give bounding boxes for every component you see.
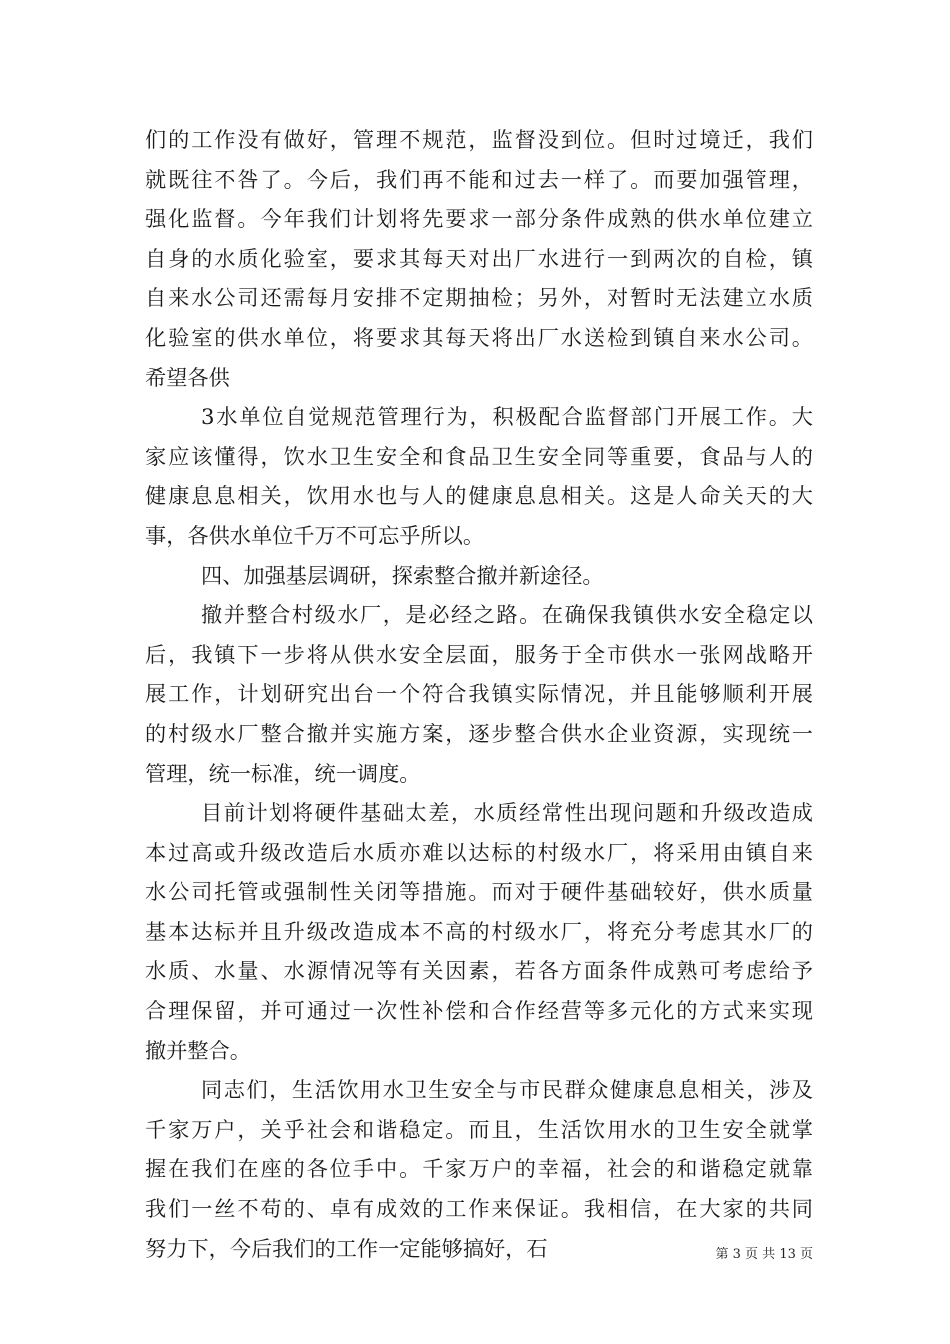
paragraph-start-line: 同志们，生活饮用水卫生安全与市民群众健康息息相关，涉及 (201, 1077, 813, 1103)
section-heading: 四、加强基层调研，探索整合撤并新途径。 (201, 562, 604, 588)
text-line: 后，我镇下一步将从供水安全层面，服务于全市供水一张网战略开 (145, 641, 813, 667)
body-text (145, 120, 813, 1268)
text-line: 展工作，计划研究出台一个符合我镇实际情况，并且能够顺利开展 (145, 681, 813, 707)
text-line: 强化监督。今年我们计划将先要求一部分条件成熟的供水单位建立 (145, 206, 813, 232)
paragraph-start-line: 3水单位自觉规范管理行为，积极配合监督部门开展工作。大 (201, 404, 813, 430)
text-line: 希望各供 (145, 364, 230, 390)
text-line: 管理，统一标准，统一调度。 (145, 760, 421, 786)
paragraph-start-line: 目前计划将硬件基础太差，水质经常性出现问题和升级改造成 (201, 800, 813, 826)
text-line: 水质、水量、水源情况等有关因素，若各方面条件成熟可考虑给予 (145, 958, 813, 984)
text-line: 家应该懂得，饮水卫生安全和食品卫生安全同等重要，食品与人的 (145, 443, 813, 469)
text-line: 的村级水厂整合撤并实施方案，逐步整合供水企业资源，实现统一 (145, 720, 813, 746)
text-line: 们的工作没有做好，管理不规范，监督没到位。但时过境迁，我们 (145, 127, 813, 152)
text-line: 自身的水质化验室，要求其每天对出厂水进行一到两次的自检，镇 (145, 245, 813, 271)
text-line: 自来水公司还需每月安排不定期抽检；另外，对暂时无法建立水质 (145, 285, 813, 311)
text-line: 合理保留，并可通过一次性补偿和合作经营等多元化的方式来实现 (145, 998, 813, 1024)
text-line: 水公司托管或强制性关闭等措施。而对于硬件基础较好，供水质量 (145, 879, 813, 905)
text-line: 努力下，今后我们的工作一定能够搞好，石 (145, 1235, 548, 1261)
text-line: 本过高或升级改造后水质亦难以达标的村级水厂，将采用由镇自来 (145, 839, 813, 865)
text-line: 撤并整合。 (145, 1037, 251, 1063)
page-number-footer: 第 3 页 共 13 页 (715, 1247, 813, 1262)
text-line: 化验室的供水单位，将要求其每天将出厂水送检到镇自来水公司。 (145, 324, 813, 350)
text-line: 我们一丝不苟的、卓有成效的工作来保证。我相信，在大家的共同 (145, 1196, 813, 1222)
paragraph-start-line: 撤并整合村级水厂，是必经之路。在确保我镇供水安全稳定以 (201, 602, 813, 628)
text-line: 健康息息相关，饮用水也与人的健康息息相关。这是人命关天的大 (145, 483, 813, 509)
text-line: 千家万户，关乎社会和谐稳定。而且，生活饮用水的卫生安全就掌 (145, 1116, 813, 1142)
text-line: 就既往不咎了。今后，我们再不能和过去一样了。而要加强管理， (145, 166, 813, 192)
text-line: 基本达标并且升级改造成本不高的村级水厂，将充分考虑其水厂的 (145, 918, 813, 944)
text-line: 握在我们在座的各位手中。千家万户的幸福，社会的和谐稳定就靠 (145, 1156, 813, 1182)
text-line: 事，各供水单位千万不可忘乎所以。 (145, 522, 485, 548)
